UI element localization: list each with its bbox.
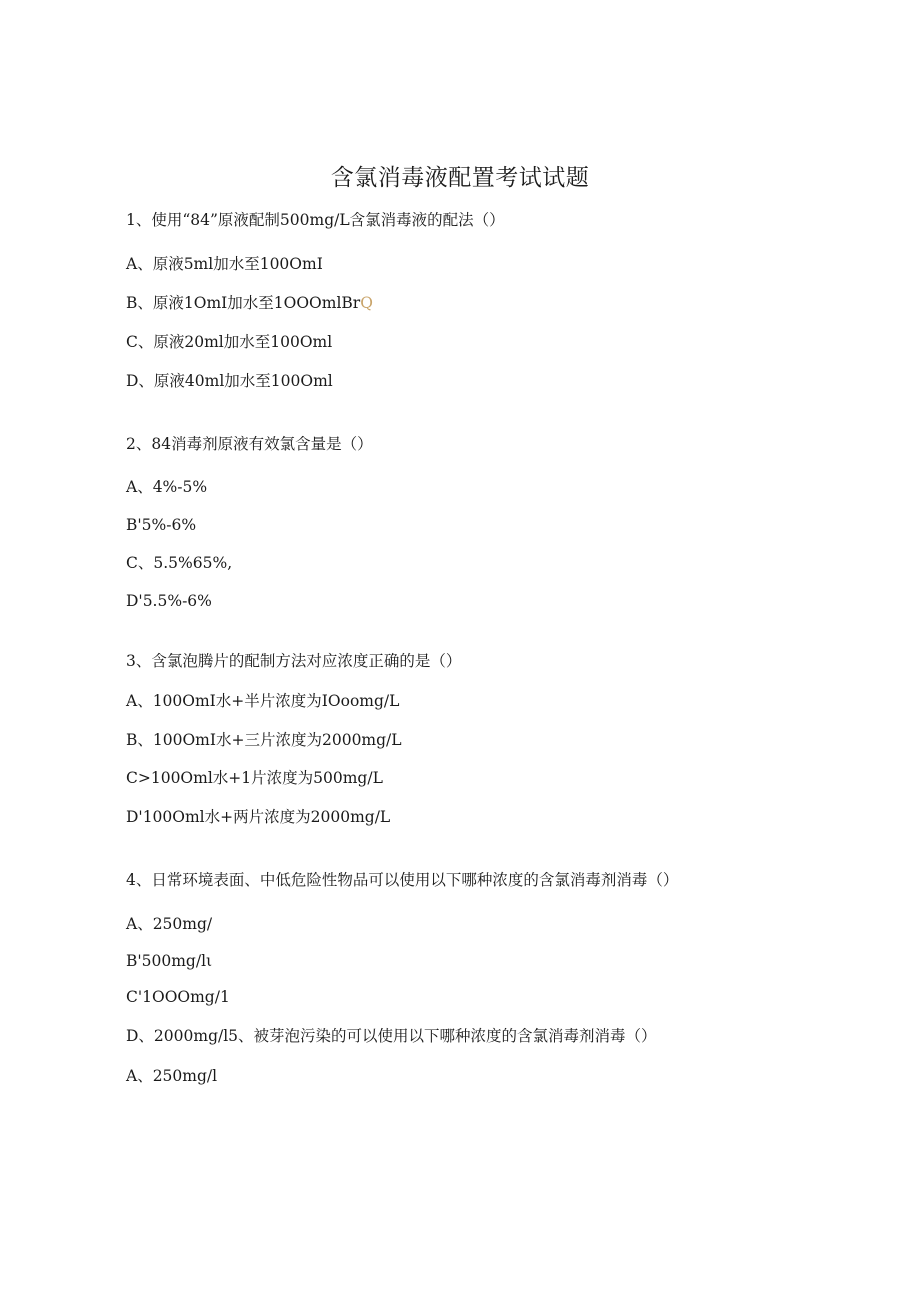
question-1-option-b-mark: Q bbox=[360, 294, 373, 312]
question-4-option-d: D、2000mg/l5、被芽泡污染的可以使用以下哪种浓度的含氯消毒剂消毒（） bbox=[126, 1027, 657, 1045]
question-2-stem: 2、84消毒剂原液有效氯含量是（） bbox=[126, 435, 373, 453]
question-2-option-b: B'5%-6% bbox=[126, 516, 197, 534]
question-2-option-d: D'5.5%-6% bbox=[126, 592, 212, 610]
question-1-option-b bbox=[126, 291, 373, 315]
question-1-option-d: D、原液40ml加水至100Oml bbox=[126, 372, 333, 390]
question-3-option-c: C>100Oml水+1片浓度为500mg/L bbox=[126, 769, 383, 787]
question-3-option-d: D'100Oml水+两片浓度为2000mg/L bbox=[126, 808, 391, 826]
question-1-stem: 1、使用“84”原液配制500mg/L含氯消毒液的配法（） bbox=[126, 211, 505, 229]
question-4-option-c: C'1OOOmg/1 bbox=[126, 988, 230, 1006]
question-1-option-c: C、原液20ml加水至100Oml bbox=[126, 333, 333, 351]
question-2-option-c: C、5.5%65%, bbox=[126, 554, 233, 572]
question-3-option-a: A、100OmI水+半片浓度为IOoomg/L bbox=[126, 692, 400, 710]
question-4-option-b: B'500mg/lι bbox=[126, 952, 213, 970]
page-title: 含氯消毒液配置考试试题 bbox=[330, 165, 590, 191]
question-5-option-a: A、250mg/l bbox=[126, 1067, 218, 1085]
question-3-option-b: B、100OmI水+三片浓度为2000mg/L bbox=[126, 731, 402, 749]
question-2-option-a: A、4%-5% bbox=[126, 478, 208, 496]
question-1-option-b-text: B、原液1OmI加水至1OOOmlBr bbox=[126, 294, 361, 312]
question-4-stem: 4、日常环境表面、中低危险性物品可以使用以下哪种浓度的含氯消毒剂消毒（） bbox=[126, 871, 679, 889]
question-1-option-a: A、原液5ml加水至100OmI bbox=[126, 255, 323, 273]
question-3-stem: 3、含氯泡腾片的配制方法对应浓度正确的是（） bbox=[126, 652, 462, 670]
question-4-option-a: A、250mg/ bbox=[126, 915, 213, 933]
